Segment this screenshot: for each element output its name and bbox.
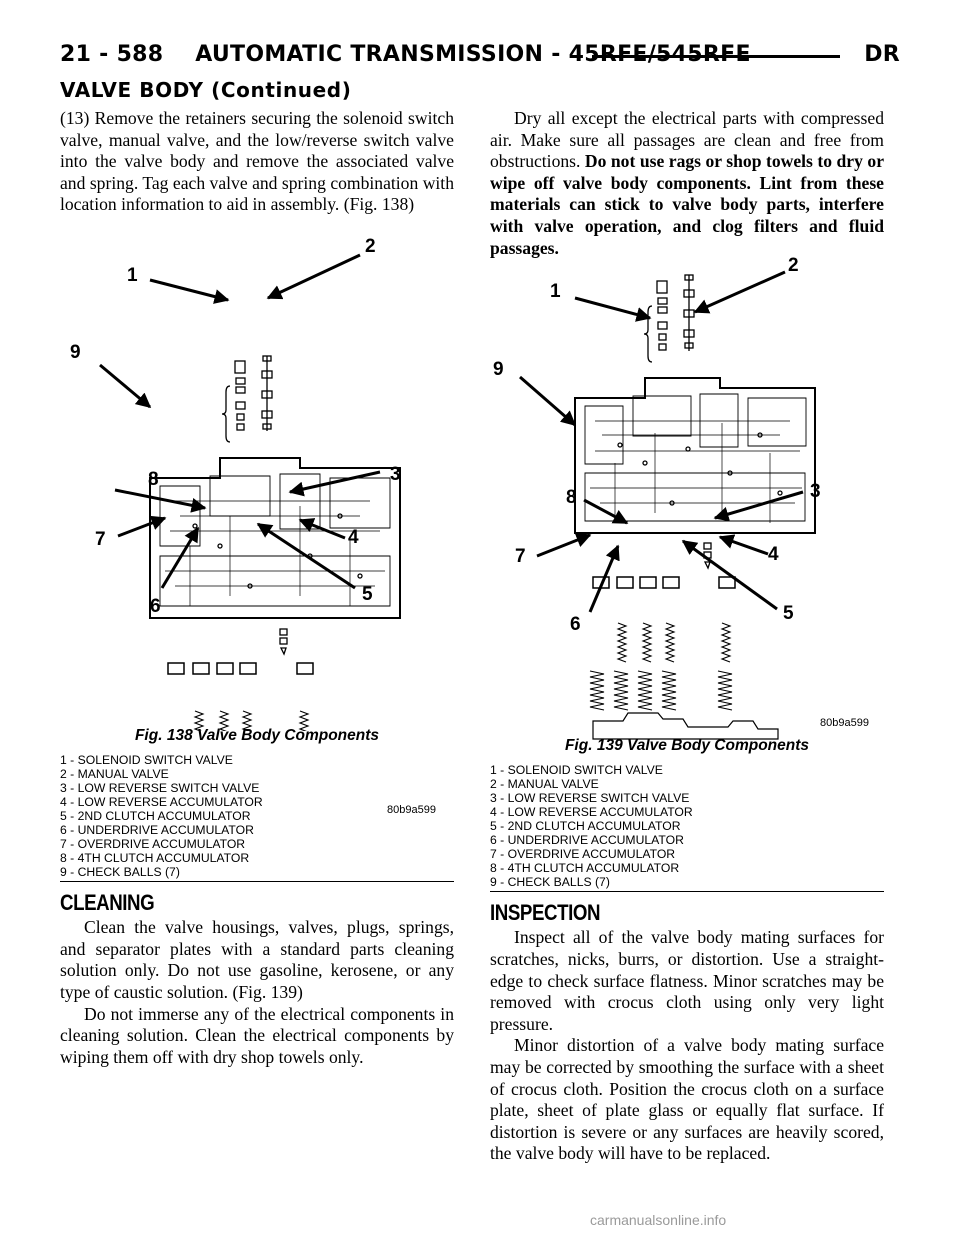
figure-code: 80b9a599 <box>387 803 436 816</box>
cleaning-heading: CLEANING <box>60 889 155 915</box>
legend-item: 2 - MANUAL VALVE <box>490 776 599 791</box>
callout-4: 4 <box>768 544 779 565</box>
callout-6: 6 <box>150 596 161 617</box>
callout-3: 3 <box>810 481 821 502</box>
inspection-paragraph-2: Minor distortion of a valve body mating surface may be corrected by smoothing the surface with a sheet of crocus cloth. Position the crocus cloth on a surface plate, sheet of plate glass or equally flat surface. If distortion is severe or any surfaces are heavily scored, the valve body will have to be replaced. <box>490 1035 884 1164</box>
section-continued-title: VALVE BODY (Continued) <box>60 78 352 102</box>
callout-5: 5 <box>362 584 373 605</box>
callout-1: 1 <box>127 265 138 286</box>
legend-item: 9 - CHECK BALLS (7) <box>60 864 180 879</box>
dry-text: Dry all except the electrical parts with compressed air. Make sure all passages are clean and free from obstructions. <box>490 108 884 172</box>
solenoid-valve-parts <box>644 281 667 362</box>
figure-caption: Fig. 138 Valve Body Components <box>134 726 380 744</box>
figure-138 <box>60 216 454 882</box>
solenoid-valve-parts <box>222 361 245 442</box>
legend-item: 7 - OVERDRIVE ACCUMULATOR <box>60 836 246 851</box>
legend-item: 2 - MANUAL VALVE <box>60 766 169 781</box>
legend-item: 8 - 4TH CLUTCH ACCUMULATOR <box>490 860 680 875</box>
callout-8: 8 <box>566 487 577 508</box>
callout-4: 4 <box>348 527 359 548</box>
figure-code: 80b9a599 <box>820 717 869 730</box>
callout-3: 3 <box>390 464 401 485</box>
page-header <box>60 40 900 74</box>
cleaning-paragraph-1: Clean the valve housings, valves, plugs, springs, and separator plates with a standard parts cleaning solution only. Do not use gasoline, kerosene, or any type of caustic solution. (Fig. 139) <box>60 917 454 1002</box>
valve-body-diagram <box>60 216 454 731</box>
legend-item: 9 - CHECK BALLS (7) <box>490 874 610 889</box>
callout-1: 1 <box>550 281 561 302</box>
callout-5: 5 <box>783 603 794 624</box>
callout-7: 7 <box>95 529 106 550</box>
legend-item: 1 - SOLENOID SWITCH VALVE <box>490 762 663 777</box>
watermark: carmanualsonline.info <box>590 1212 727 1228</box>
manual-valve-part <box>684 275 694 351</box>
right-column <box>490 108 884 1165</box>
accumulator-caps <box>168 663 313 674</box>
legend-item: 1 - SOLENOID SWITCH VALVE <box>60 752 233 767</box>
legend-item: 4 - LOW REVERSE ACCUMULATOR <box>60 794 263 809</box>
cleaning-paragraph-2: Do not immerse any of the electrical components in cleaning solution. Clean the electrical components by wiping them off with dry shop towels only. <box>60 1003 454 1067</box>
callout-2: 2 <box>365 236 376 257</box>
legend-item: 6 - UNDERDRIVE ACCUMULATOR <box>490 832 684 847</box>
inspection-heading: INSPECTION <box>490 899 601 925</box>
figure-caption: Fig. 139 Valve Body Components <box>564 737 810 755</box>
step-13-paragraph: (13) Remove the retainers securing the solenoid switch valve, manual valve, and the low/reverse switch valve into the valve body and remove the associated valve and spring. Tag each valve and spring combination with location information to aid in assembly. (Fig. 138) <box>60 108 454 215</box>
low-reverse-switch-valve <box>280 629 287 654</box>
callout-2: 2 <box>788 255 799 276</box>
legend-item: 8 - 4TH CLUTCH ACCUMULATOR <box>60 850 250 865</box>
figure-139 <box>490 263 884 892</box>
accumulator-springs <box>590 623 732 710</box>
callout-7: 7 <box>515 546 526 567</box>
legend-item: 3 - LOW REVERSE SWITCH VALVE <box>490 790 690 805</box>
legend-item: 6 - UNDERDRIVE ACCUMULATOR <box>60 822 254 837</box>
dry-warning: Do not use rags or shop towels to dry or wipe off valve body components. Lint from these materials can stick to valve body parts, interfere with valve operation, and clog filters and fluid passages. <box>490 151 884 258</box>
dry-paragraph <box>490 108 884 259</box>
header-rule <box>592 55 840 58</box>
page-header-section: DR <box>864 42 900 67</box>
figure-legend <box>490 763 884 892</box>
callout-9: 9 <box>493 359 504 380</box>
legend-item: 7 - OVERDRIVE ACCUMULATOR <box>490 846 676 861</box>
legend-item: 3 - LOW REVERSE SWITCH VALVE <box>60 780 260 795</box>
low-reverse-switch-valve <box>704 543 711 568</box>
callout-6: 6 <box>570 614 581 635</box>
valve-body-diagram <box>490 263 884 741</box>
legend-item: 5 - 2ND CLUTCH ACCUMULATOR <box>60 808 251 823</box>
manual-valve-part <box>262 356 272 431</box>
page-header-title: 21 - 588 AUTOMATIC TRANSMISSION - 45RFE/545RFE <box>60 42 751 67</box>
accumulator-caps <box>593 577 735 588</box>
callout-8: 8 <box>148 469 159 490</box>
callout-9: 9 <box>70 342 81 363</box>
inspection-paragraph-1: Inspect all of the valve body mating surfaces for scratches, nicks, burrs, or distortion. Use a straight-edge to check surface flatness. Minor scratches may be removed with crocus cloth using only very light pressure. <box>490 927 884 1034</box>
check-balls-symbols <box>193 514 362 588</box>
legend-item: 5 - 2ND CLUTCH ACCUMULATOR <box>490 818 681 833</box>
legend-item: 4 - LOW REVERSE ACCUMULATOR <box>490 804 693 819</box>
left-column <box>60 108 454 1068</box>
